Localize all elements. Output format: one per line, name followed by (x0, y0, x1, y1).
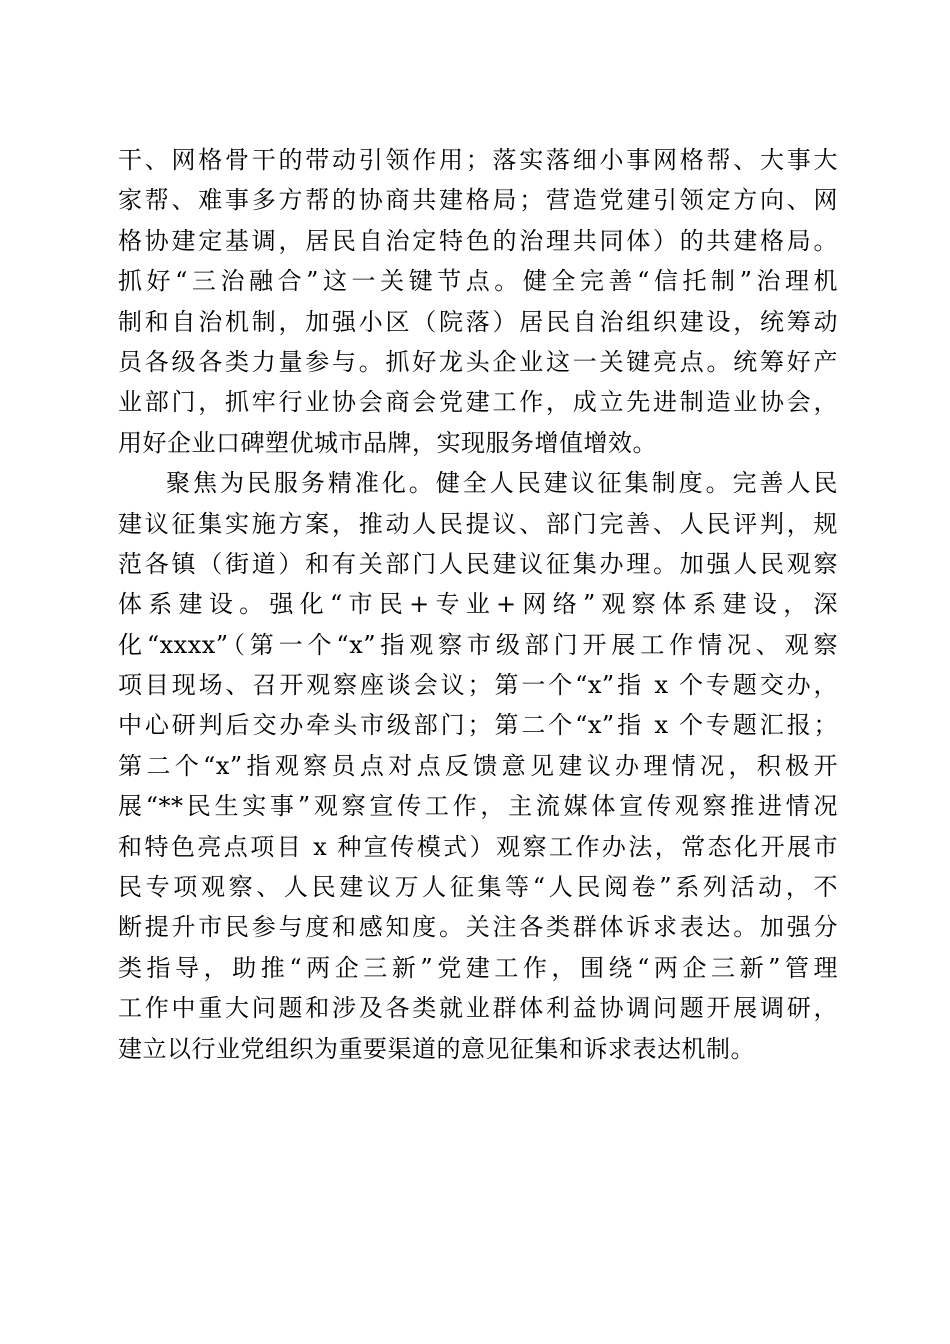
text-line: 展“**民生实事”观察宣传工作，主流媒体宣传观察推进情况 (118, 792, 838, 821)
text-line: 类指导，助推“两企三新”党建工作，围绕“两企三新”管理 (118, 953, 838, 982)
paragraph-1 (118, 140, 838, 463)
text-line: 业部门，抓牢行业协会商会党建工作，成立先进制造业协会， (118, 388, 838, 417)
text-line: 建议征集实施方案，推动人民提议、部门完善、人民评判，规 (118, 509, 838, 538)
text-line: 家帮、难事多方帮的协商共建格局；营造党建引领定方向、网 (118, 186, 838, 215)
text-line: 中心研判后交办牵头市级部门；第二个“x”指 x 个专题汇报； (118, 711, 838, 740)
text-line: 干、网格骨干的带动引领作用；落实落细小事网格帮、大事大 (118, 146, 838, 174)
text-line: 范各镇（街道）和有关部门人民建议征集办理。加强人民观察 (118, 549, 838, 578)
text-line: 和特色亮点项目 x 种宣传模式）观察工作办法，常态化开展市 (118, 832, 838, 861)
text-line: 抓好“三治融合”这一关键节点。健全完善“信托制”治理机 (118, 267, 838, 296)
text-line: 建立以行业党组织为重要渠道的意见征集和诉求表达机制。 (118, 1034, 755, 1063)
text-line: 民专项观察、人民建议万人征集等“人民阅卷”系列活动，不 (118, 873, 838, 902)
text-line: 项目现场、召开观察座谈会议；第一个“x”指 x 个专题交办， (118, 671, 838, 700)
text-line: 工作中重大问题和涉及各类就业群体利益协调问题开展调研， (118, 994, 838, 1023)
text-line: 聚焦为民服务精准化。健全人民建议征集制度。完善人民 (166, 469, 838, 498)
body-text (118, 140, 838, 1069)
text-line: 员各级各类力量参与。抓好龙头企业这一关键亮点。统筹好产 (118, 347, 838, 376)
text-line: 断提升市民参与度和感知度。关注各类群体诉求表达。加强分 (118, 913, 838, 942)
text-line: 制和自治机制，加强小区（院落）居民自治组织建设，统筹动 (118, 307, 838, 336)
text-line: 用好企业口碑塑优城市品牌，实现服务增值增效。 (118, 428, 657, 457)
text-line: 第二个“x”指观察员点对点反馈意见建议办理情况，积极开 (118, 751, 838, 780)
text-line: 化“xxxx”（第一个“x”指观察市级部门开展工作情况、观察 (118, 630, 838, 659)
text-line: 体系建设。强化“市民+专业+网络”观察体系建设，深 (118, 590, 838, 619)
paragraph-2 (118, 463, 838, 1069)
text-line: 格协建定基调，居民自治定特色的治理共同体）的共建格局。 (118, 226, 838, 255)
